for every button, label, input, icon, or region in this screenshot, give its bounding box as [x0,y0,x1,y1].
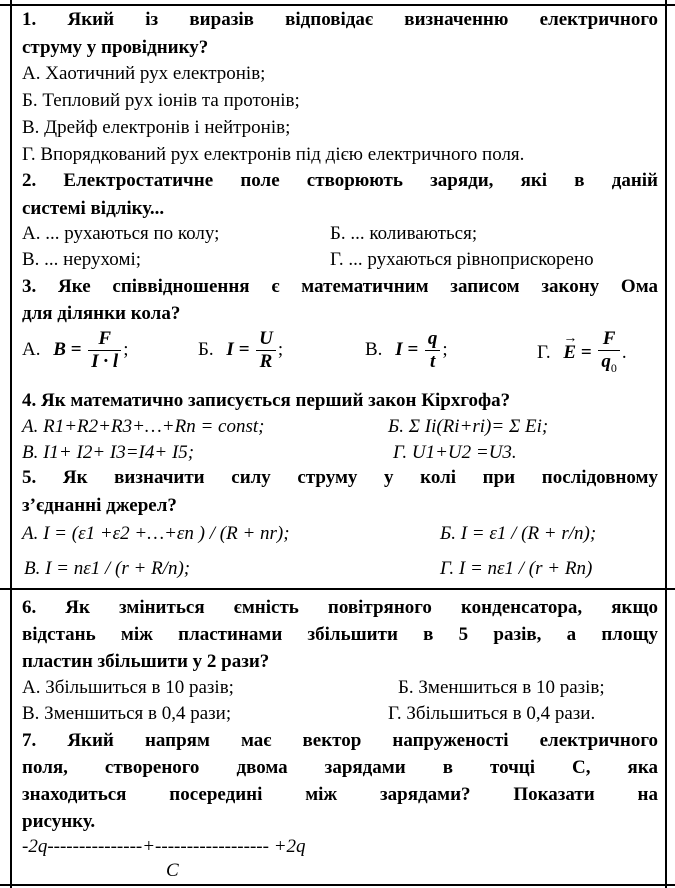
q3-c-fraction: $\frac{q}{t}$ [425,328,441,373]
q2-title-line2: системі відліку... [22,198,165,219]
q7-charge-diagram: -2q---------------+------------------ +2q [22,836,306,857]
q2-option-d: Г. ... рухаються рівноприскорено [330,249,594,270]
section-divider [0,588,675,590]
q3-option-b: Б. I = $\frac{U}{R}$ ; [198,328,284,372]
q6-option-b: Б. Зменшиться в 10 разів; [398,677,605,698]
q6-option-a: А. Збільшиться в 10 разів; [22,677,234,698]
q6-option-c: В. Зменшиться в 0,4 рази; [22,703,232,724]
q5-option-a: А. I = (ε1 +ε2 +…+εn ) / (R + nr); [22,523,290,544]
q5-option-d: Г. I = nε1 / (r + Rn) [440,558,593,579]
q7-title-line1: 7. Який напрям має вектор напруженості електричного [22,730,658,751]
q7-title-line3: знаходиться посередині між зарядами? Показати на [22,784,658,805]
q1-option-a: А. Хаотичний рух електронів; [22,63,266,84]
q3-d-fraction: $\frac{F}{q_0}$ [598,328,620,379]
q3-a-label: А. [22,338,41,360]
q2-option-b: Б. ... коливаються; [330,223,478,244]
q6-option-d: Г. Збільшиться в 0,4 рази. [388,703,596,724]
q3-a-lhs: B [53,338,66,360]
right-border [665,0,667,888]
q1-option-c: В. Дрейф електронів і нейтронів; [22,117,291,138]
q5-title-line2: з’єднанні джерел? [22,495,177,516]
q1-option-b: Б. Тепловий рух іонів та протонів; [22,90,300,111]
q3-title-line1: 3. Яке співвідношення є математичним записом закону Ома [22,276,658,297]
q3-option-a: А. B = $\frac{F}{I \cdot l}$ ; [22,328,129,372]
q4-option-c: В. I1+ I2+ I3=I4+ I5; [22,442,195,463]
q7-title-line4: рисунку. [22,811,96,832]
q6-title-line1: 6. Як зміниться ємність повітряного конденсатора, якщо [22,597,658,618]
q1-option-d: Г. Впорядкований рух електронів під дією електричного поля. [22,144,525,165]
q3-option-c: В. I = $\frac{q}{t}$ ; [365,328,448,372]
q2-option-a: А. ... рухаються по колу; [22,223,220,244]
q3-c-lhs: I [395,338,403,360]
q3-a-eq: = [70,338,82,360]
q3-d-label: Г. [537,341,551,363]
q7-title-line2: поля, створеного двома зарядами в точці С, яка [22,757,658,778]
q1-title-line2: струму у провіднику? [22,37,209,58]
q4-option-d: Г. U1+U2 =U3. [393,442,517,463]
left-border [10,0,12,888]
q3-d-lhs: → E [563,341,576,364]
top-border [0,4,675,6]
q3-title-line2: для ділянки кола? [22,303,181,324]
q3-option-d: Г. → E = $\frac{F}{q_0}$ . [537,328,627,379]
q5-title-line1: 5. Як визначити силу струму у колі при послідовному [22,467,658,488]
q7-point-label: C [166,860,179,881]
q3-b-label: Б. [198,338,214,360]
q4-option-a: А. R1+R2+R3+…+Rn = const; [22,416,265,437]
q3-b-lhs: I [226,338,234,360]
q3-b-fraction: $\frac{U}{R}$ [256,328,276,373]
q6-title-line3: пластин збільшити у 2 рази? [22,651,270,672]
q1-title-line1: 1. Який із виразів відповідає визначенню електричного [22,9,658,30]
q2-title-line1: 2. Електростатичне поле створюють заряди, які в даній [22,170,658,191]
q4-title: 4. Як математично записується перший закон Кірхгофа? [22,390,511,411]
q2-option-c: В. ... нерухомі; [22,249,142,270]
bottom-border [0,884,675,886]
q3-a-fraction: $\frac{F}{I \cdot l}$ [88,328,121,373]
q6-title-line2: відстань між пластинами збільшити в 5 разів, а площу [22,624,658,645]
q4-option-b: Б. Σ Ii(Ri+ri)= Σ Ei; [388,416,549,437]
q3-c-label: В. [365,338,383,360]
q5-option-c: В. I = nε1 / (r + R/n); [24,558,191,579]
q5-option-b: Б. I = ε1 / (R + r/n); [440,523,597,544]
